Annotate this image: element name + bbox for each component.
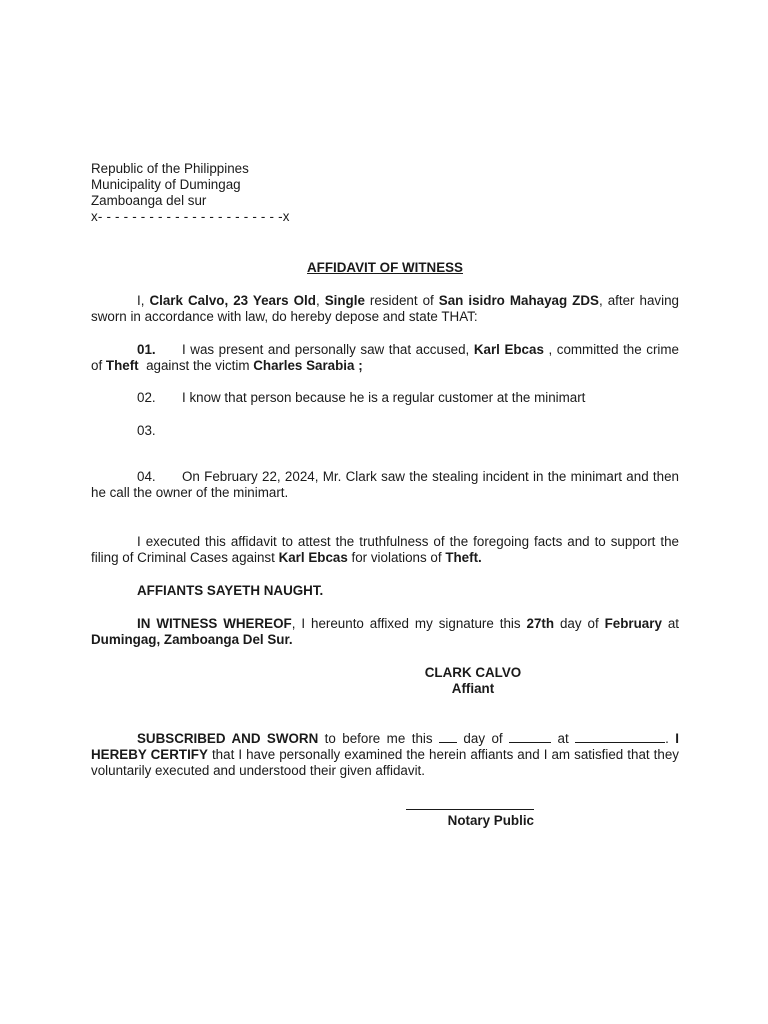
header-country: Republic of the Philippines xyxy=(91,161,249,176)
crime-name: Theft. xyxy=(445,550,482,565)
witness-paragraph xyxy=(91,616,679,648)
subscribed-text: to before me this xyxy=(318,731,439,746)
affiant-name: CLARK CALVO xyxy=(424,665,522,680)
victim-name: Charles Sarabia ; xyxy=(253,358,363,373)
subscribed-text: . xyxy=(665,731,676,746)
statement-text: , committed the crime of xyxy=(91,342,679,373)
statement-number: 04. xyxy=(137,469,156,484)
witness-text: at xyxy=(661,616,680,631)
accused-name: Karl Ebcas xyxy=(278,550,348,565)
statement-number: 02. xyxy=(137,390,156,405)
intro-text: I, xyxy=(137,293,150,308)
intro-text: , after having sworn in accordance with law, do hereby depose and state THAT: xyxy=(91,293,679,324)
executed-paragraph xyxy=(91,534,679,566)
intro-paragraph xyxy=(91,293,679,325)
month-blank xyxy=(509,731,551,743)
civil-status: Single xyxy=(324,293,365,308)
document-title-wrap xyxy=(91,260,679,276)
signing-day: 27th xyxy=(526,616,555,631)
header-province: Zamboanga del sur xyxy=(91,193,207,208)
affiant-signature-block xyxy=(380,665,566,697)
place-blank xyxy=(575,731,665,743)
witness-lead: IN WITNESS WHEREOF xyxy=(137,616,292,631)
witness-text: day of xyxy=(554,616,605,631)
intro-text: , xyxy=(315,293,325,308)
notary-signature-line xyxy=(406,809,534,810)
statement-text: against the victim xyxy=(138,358,254,373)
accused-name: Karl Ebcas xyxy=(473,342,544,357)
certify-lead: I HEREBY CERTIFY xyxy=(91,731,679,762)
sayeth-line xyxy=(91,583,679,599)
affiant-name-age: Clark Calvo, 23 Years Old xyxy=(149,293,316,308)
subscribed-lead: SUBSCRIBED AND SWORN xyxy=(137,731,319,746)
day-blank xyxy=(439,731,457,743)
statement-text: On February 22, 2024, Mr. Clark saw the stealing incident in the minimart and then he call the owner of the minimart. xyxy=(91,469,679,500)
statement-text: I was present and personally saw that accused, xyxy=(182,342,474,357)
subscribed-text: at xyxy=(551,731,576,746)
header-municipality: Municipality of Dumingag xyxy=(91,177,241,192)
subscribed-paragraph xyxy=(91,731,679,779)
crime-name: Theft xyxy=(105,358,139,373)
sayeth-naught: AFFIANTS SAYETH NAUGHT. xyxy=(137,583,324,598)
statement-04 xyxy=(91,469,679,501)
letterhead xyxy=(91,161,679,225)
statement-01 xyxy=(91,342,679,374)
executed-text: for violations of xyxy=(347,550,446,565)
header-separator: x- - - - - - - - - - - - - - - - - - - - - -x xyxy=(91,209,290,224)
signing-place: Dumingag, Zamboanga Del Sur. xyxy=(91,632,293,647)
statement-number: 01. xyxy=(137,342,156,357)
statement-02 xyxy=(91,390,679,406)
subscribed-text: that I have personally examined the herein affiants and I am satisfied that they voluntarily executed and understood their given affidavit. xyxy=(91,747,679,778)
subscribed-text: day of xyxy=(457,731,510,746)
executed-text: I executed this affidavit to attest the truthfulness of the foregoing facts and to support the filing of Criminal Cases against xyxy=(91,534,679,565)
statement-03 xyxy=(91,423,679,439)
document-title: AFFIDAVIT OF WITNESS xyxy=(307,260,463,275)
witness-text: , I hereunto affixed my signature this xyxy=(291,616,527,631)
affiant-role: Affiant xyxy=(451,681,495,696)
notary-label: Notary Public xyxy=(447,813,534,828)
signing-month: February xyxy=(604,616,662,631)
intro-text: resident of xyxy=(364,293,439,308)
statement-text: I know that person because he is a regular customer at the minimart xyxy=(182,390,586,405)
statement-number: 03. xyxy=(137,423,156,438)
affiant-address: San isidro Mahayag ZDS xyxy=(438,293,599,308)
